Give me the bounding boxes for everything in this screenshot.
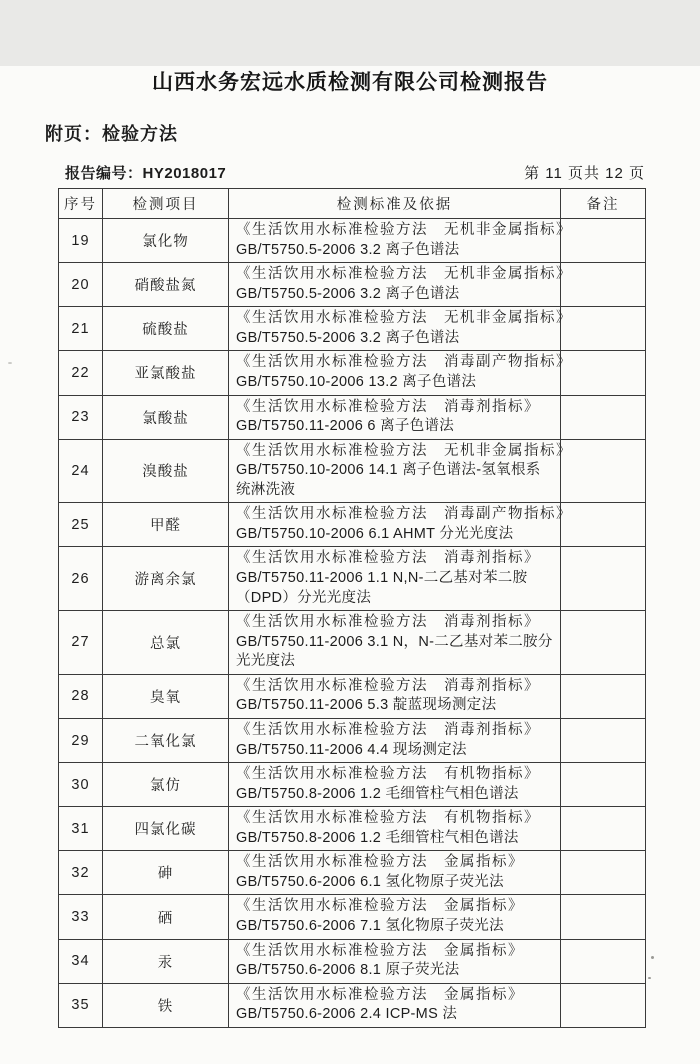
standard-title-line: 《生活饮用水标准检验方法 金属指标》 bbox=[236, 898, 524, 915]
standard-method-line: GB/T5750.10-2006 13.2 离子色谱法 bbox=[236, 373, 477, 390]
cell-test-item: 甲醛 bbox=[103, 503, 229, 547]
table-row bbox=[59, 439, 646, 503]
standard-method-line: GB/T5750.5-2006 3.2 离子色谱法 bbox=[236, 241, 460, 258]
cell-serial-number: 19 bbox=[59, 219, 103, 263]
standard-method-line: GB/T5750.6-2006 7.1 氢化物原子荧光法 bbox=[236, 918, 504, 934]
cell-standard bbox=[229, 983, 561, 1027]
standard-title-line: 《生活饮用水标准检验方法 无机非金属指标》 bbox=[236, 442, 572, 459]
column-header-serial: 序号 bbox=[59, 189, 103, 219]
scan-speck bbox=[8, 362, 12, 364]
standard-method-line: GB/T5750.8-2006 1.2 毛细管柱气相色谱法 bbox=[236, 829, 519, 846]
cell-standard bbox=[229, 395, 561, 439]
standard-title-line: 《生活饮用水标准检验方法 金属指标》 bbox=[236, 942, 524, 959]
cell-test-item: 溴酸盐 bbox=[103, 439, 229, 503]
standard-title-line: 《生活饮用水标准检验方法 消毒剂指标》 bbox=[236, 721, 540, 738]
cell-test-item: 汞 bbox=[103, 939, 229, 983]
page-title: 山西水务宏远水质检测有限公司检测报告 bbox=[152, 71, 548, 94]
cell-remark bbox=[561, 983, 646, 1027]
cell-test-item: 砷 bbox=[103, 851, 229, 895]
scan-speck bbox=[648, 977, 651, 979]
cell-remark bbox=[561, 263, 646, 307]
cell-test-item: 硝酸盐氮 bbox=[103, 263, 229, 307]
cell-serial-number: 25 bbox=[59, 503, 103, 547]
standard-title-line: 《生活饮用水标准检验方法 无机非金属指标》 bbox=[236, 310, 572, 327]
table-row bbox=[59, 263, 646, 307]
cell-remark bbox=[561, 219, 646, 263]
table-row bbox=[59, 983, 646, 1027]
standard-method-line: GB/T5750.10-2006 14.1 离子色谱法-氢氧根系统淋洗液 bbox=[236, 462, 541, 498]
standard-method-line: GB/T5750.11-2006 3.1 N，N-二乙基对苯二胺分光光度法 bbox=[236, 633, 553, 670]
cell-serial-number: 26 bbox=[59, 547, 103, 611]
report-meta-row bbox=[65, 162, 645, 183]
standard-title-line: 《生活饮用水标准检验方法 金属指标》 bbox=[236, 986, 524, 1003]
cell-standard bbox=[229, 547, 561, 611]
cell-remark bbox=[561, 718, 646, 762]
cell-test-item: 硒 bbox=[103, 895, 229, 939]
cell-standard bbox=[229, 307, 572, 351]
page-indicator: 第 11 页共 12 页 bbox=[524, 165, 645, 182]
cell-test-item: 游离余氯 bbox=[103, 547, 229, 611]
table-row bbox=[59, 351, 646, 395]
standard-method-line: GB/T5750.5-2006 3.2 离子色谱法 bbox=[236, 285, 460, 302]
column-header-remark: 备注 bbox=[561, 189, 646, 219]
cell-serial-number: 20 bbox=[59, 263, 103, 307]
cell-test-item: 总氯 bbox=[103, 611, 229, 675]
cell-standard bbox=[229, 674, 561, 718]
standard-method-line: GB/T5750.6-2006 2.4 ICP-MS 法 bbox=[236, 1006, 458, 1023]
cell-standard bbox=[229, 851, 561, 895]
cell-test-item: 硫酸盐 bbox=[103, 307, 229, 351]
standard-method-line: GB/T5750.6-2006 6.1 氢化物原子荧光法 bbox=[236, 873, 504, 890]
cell-remark bbox=[561, 763, 646, 807]
cell-standard bbox=[229, 439, 572, 503]
page-subtitle: 附页：检验方法 bbox=[45, 124, 178, 144]
column-header-item: 检测项目 bbox=[103, 189, 229, 219]
cell-serial-number: 29 bbox=[59, 718, 103, 762]
table-row bbox=[59, 219, 646, 263]
standard-method-line: GB/T5750.11-2006 4.4 现场测定法 bbox=[236, 741, 467, 758]
cell-standard bbox=[229, 807, 561, 851]
table-header-row bbox=[59, 189, 646, 219]
cell-remark bbox=[561, 939, 646, 983]
cell-test-item: 二氧化氯 bbox=[103, 718, 229, 762]
cell-serial-number: 32 bbox=[59, 851, 103, 895]
table-row bbox=[59, 851, 646, 895]
standard-title-line: 《生活饮用水标准检验方法 消毒剂指标》 bbox=[236, 677, 540, 694]
table-row bbox=[59, 547, 646, 611]
cell-remark bbox=[561, 851, 646, 895]
standard-title-line: 《生活饮用水标准检验方法 无机非金属指标》 bbox=[236, 266, 572, 283]
cell-standard bbox=[229, 611, 561, 675]
standard-method-line: GB/T5750.5-2006 3.2 离子色谱法 bbox=[236, 329, 460, 346]
standard-title-line: 《生活饮用水标准检验方法 消毒剂指标》 bbox=[236, 550, 540, 567]
cell-serial-number: 34 bbox=[59, 939, 103, 983]
cell-test-item: 氯酸盐 bbox=[103, 395, 229, 439]
standard-method-line: GB/T5750.8-2006 1.2 毛细管柱气相色谱法 bbox=[236, 785, 519, 802]
table-row bbox=[59, 763, 646, 807]
cell-test-item: 臭氧 bbox=[103, 674, 229, 718]
cell-remark bbox=[561, 395, 646, 439]
cell-standard bbox=[229, 718, 561, 762]
report-number-label: 报告编号： bbox=[65, 165, 143, 182]
cell-remark bbox=[561, 895, 646, 939]
standard-method-line: GB/T5750.11-2006 6 离子色谱法 bbox=[236, 418, 455, 435]
cell-remark bbox=[561, 503, 646, 547]
cell-standard bbox=[229, 219, 572, 263]
cell-remark bbox=[561, 807, 646, 851]
report-number-value: HY2018017 bbox=[142, 165, 227, 182]
table-row bbox=[59, 718, 646, 762]
standard-method-line: GB/T5750.11-2006 1.1 N,N-二乙基对苯二胺（DPD）分光光度法 bbox=[236, 570, 528, 606]
standard-title-line: 《生活饮用水标准检验方法 金属指标》 bbox=[236, 854, 524, 871]
table-body bbox=[59, 219, 646, 1028]
test-methods-table bbox=[58, 188, 646, 1028]
cell-test-item: 四氯化碳 bbox=[103, 807, 229, 851]
cell-remark bbox=[561, 611, 646, 675]
cell-standard bbox=[229, 351, 572, 395]
scanned-report-page bbox=[0, 66, 700, 1064]
standard-title-line: 《生活饮用水标准检验方法 消毒副产物指标》 bbox=[236, 354, 572, 371]
table-row bbox=[59, 611, 646, 675]
standard-title-line: 《生活饮用水标准检验方法 消毒副产物指标》 bbox=[236, 506, 572, 523]
cell-serial-number: 33 bbox=[59, 895, 103, 939]
cell-standard bbox=[229, 263, 572, 307]
cell-serial-number: 21 bbox=[59, 307, 103, 351]
cell-serial-number: 28 bbox=[59, 674, 103, 718]
cell-serial-number: 22 bbox=[59, 351, 103, 395]
cell-remark bbox=[561, 439, 646, 503]
cell-standard bbox=[229, 939, 561, 983]
standard-method-line: GB/T5750.10-2006 6.1 AHMT 分光光度法 bbox=[236, 525, 514, 542]
cell-test-item: 氯仿 bbox=[103, 763, 229, 807]
cell-serial-number: 24 bbox=[59, 439, 103, 503]
cell-test-item: 亚氯酸盐 bbox=[103, 351, 229, 395]
cell-standard bbox=[229, 895, 561, 939]
table-row bbox=[59, 807, 646, 851]
cell-remark bbox=[561, 351, 646, 395]
scan-speck bbox=[651, 956, 654, 959]
cell-standard bbox=[229, 763, 561, 807]
table-row bbox=[59, 939, 646, 983]
standard-title-line: 《生活饮用水标准检验方法 有机物指标》 bbox=[236, 766, 540, 783]
cell-test-item: 铁 bbox=[103, 983, 229, 1027]
standard-title-line: 《生活饮用水标准检验方法 有机物指标》 bbox=[236, 810, 540, 827]
cell-remark bbox=[561, 307, 646, 351]
table-row bbox=[59, 395, 646, 439]
standard-title-line: 《生活饮用水标准检验方法 无机非金属指标》 bbox=[236, 222, 572, 238]
table-row bbox=[59, 674, 646, 718]
standard-method-line: GB/T5750.11-2006 5.3 靛蓝现场测定法 bbox=[236, 697, 497, 714]
standard-title-line: 《生活饮用水标准检验方法 消毒剂指标》 bbox=[236, 614, 540, 631]
cell-remark bbox=[561, 547, 646, 611]
cell-serial-number: 31 bbox=[59, 807, 103, 851]
table-row bbox=[59, 307, 646, 351]
cell-serial-number: 27 bbox=[59, 611, 103, 675]
cell-serial-number: 35 bbox=[59, 983, 103, 1027]
column-header-standard: 检测标准及依据 bbox=[229, 189, 561, 219]
table-row bbox=[59, 895, 646, 939]
cell-test-item: 氯化物 bbox=[103, 219, 229, 263]
table-row bbox=[59, 503, 646, 547]
cell-serial-number: 23 bbox=[59, 395, 103, 439]
standard-title-line: 《生活饮用水标准检验方法 消毒剂指标》 bbox=[236, 398, 540, 415]
standard-method-line: GB/T5750.6-2006 8.1 原子荧光法 bbox=[236, 962, 460, 979]
cell-standard bbox=[229, 503, 572, 547]
cell-remark bbox=[561, 674, 646, 718]
report-number bbox=[65, 162, 226, 183]
cell-serial-number: 30 bbox=[59, 763, 103, 807]
